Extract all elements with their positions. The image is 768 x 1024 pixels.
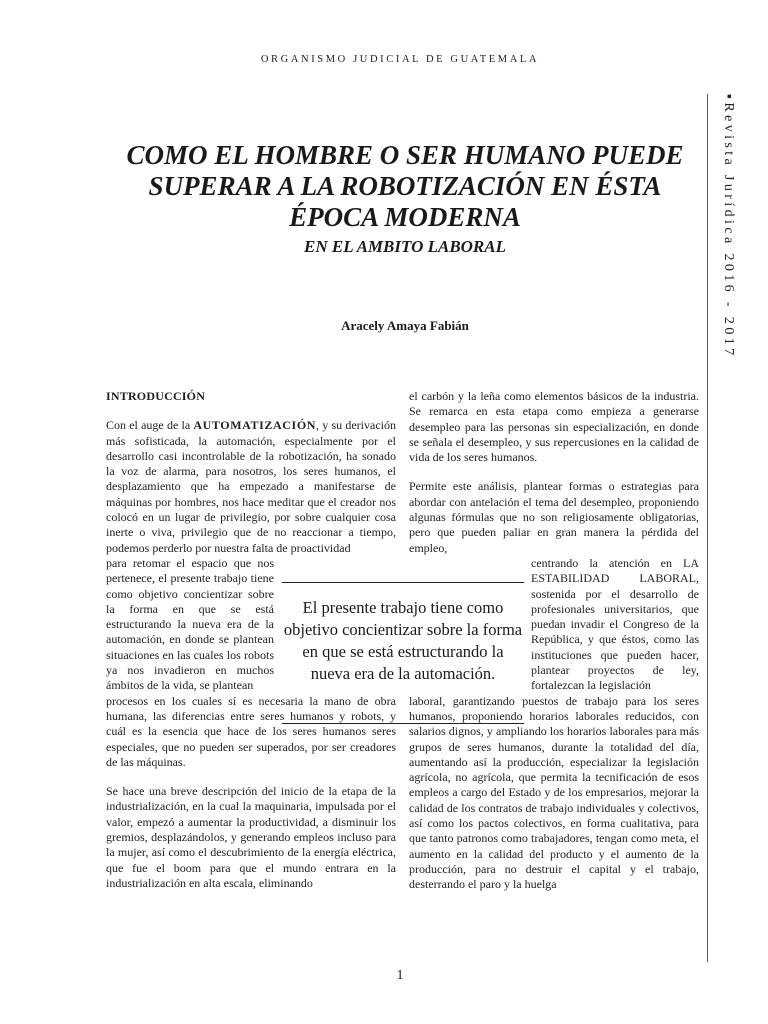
paragraph-text: Con el auge de la: [106, 418, 194, 433]
paragraph: procesos en los cuales sí es necesaria la mano de obra humana, las diferencias entre seres humanos y robots, y cuál es la esencia que hace de los seres humanos seres especiales, que no pueden ser superados, por ser creadores de las máquinas.: [106, 693, 396, 769]
sidebar-label: ▪Revista Jurídica 2016 - 2017: [721, 94, 736, 359]
emphasis-text: AUTOMATIZACIÓN: [193, 418, 317, 433]
paragraph-text: , y su derivación más sofisticada, la automación, especialmente por el desarrollo casi incontrolable de la robotización, ha sonado la voz de alarma, para nosotros, los seres humanos, el desplazamiento que ha empezado a manifestarse de máquinas por hombres, nos hace meditar que el creador nos colocó en un lugar de privilegio, por sobre cualquier cosa inerte o viva, privilegio que de no reaccionar a tiempo, podemos perderlo por nuestra falta de proactividad: [106, 418, 396, 555]
paragraph-wrap: centrando la atención en LA ESTABILIDAD LABORAL, sostenida por el desarrollo de profesionales universitarios, que puedan invadir el Congreso de la República, y que éstos, como las instituciones que pueden hacer, plantear proyectos de ley, fortalezcan la legislación: [531, 555, 699, 693]
page-number: 1: [396, 968, 404, 983]
paragraph: laboral, garantizando puestos de trabajo para los seres humanos, proponiendo horarios laborales reducidos, con salarios dignos, y ampliando los horarios laborales para más grupos de seres humanos, durante la totalidad del día, aumentando así la producción, especializar la legislación agrícola, no agrícola, que permita la tecnificación de esos empleos a cargo del Estado y de los empresarios, mejorar la calidad de los contratos de trabajo individuales y colectivos, así como los pactos colectivos, en forma cualitativa, para que tanto patronos como trabajadores, tengan como meta, el aumento en la calidad del producto y el aumento de la producción, para no destruir el capital y el trabajo, desterrando el paro y la huelga: [409, 693, 699, 892]
paragraph: [106, 418, 396, 556]
journal-header: ORGANISMO JUDICIAL DE GUATEMALA: [260, 54, 540, 65]
paragraph: Se hace una breve descripción del inicio de la etapa de la industrialización, en la cual la maquinaria, impulsada por el valor, empezó a aumentar la productividad, a disminuir los gremios, desplazándolos, y generando empleos incluso para la mujer, así como el descubrimiento de la energía eléctrica, que fue el boom para que el mundo entrara en la industrialización en alta escala, eliminando: [106, 784, 396, 890]
pull-quote: El presente trabajo tiene como objetivo concientizar sobre la forma en que se está estructurando la nueva era de la automación.: [282, 582, 524, 724]
title-block: [110, 140, 700, 257]
journal-sidebar: [706, 94, 742, 514]
section-heading: INTRODUCCIÓN: [106, 389, 206, 403]
article-author: Aracely Amaya Fabián: [341, 318, 469, 333]
paragraph: el carbón y la leña como elementos básicos de la industria. Se remarca en esta etapa como empieza a generarse desempleo para las personas sin especialización, en donde se señala el desempleo, y sus repercusiones en la calidad de vida de los seres humanos.: [409, 389, 699, 465]
article-title: COMO EL HOMBRE O SER HUMANO PUEDE SUPERAR A LA ROBOTIZACIÓN EN ÉSTA ÉPOCA MODERNA: [126, 140, 684, 232]
paragraph: Permite este análisis, plantear formas o estrategias para abordar con antelación el tema del desempleo, proponiendo algunas fórmulas que no son religiosamente obligatorias, pero que pueden paliar en gran manera la pérdida del empleo,: [409, 479, 699, 555]
sidebar-divider: [707, 94, 708, 962]
paragraph-wrap: para retomar el espacio que nos pertenece, el presente trabajo tiene como objetivo concientizar sobre la forma en que se está estructurando la nueva era de la automación, en donde se plantean situaciones en las cuales los robots ya nos invadieron en muchos ámbitos de la vida, se plantean: [106, 555, 274, 693]
article-subtitle: EN EL AMBITO LABORAL: [304, 237, 506, 256]
